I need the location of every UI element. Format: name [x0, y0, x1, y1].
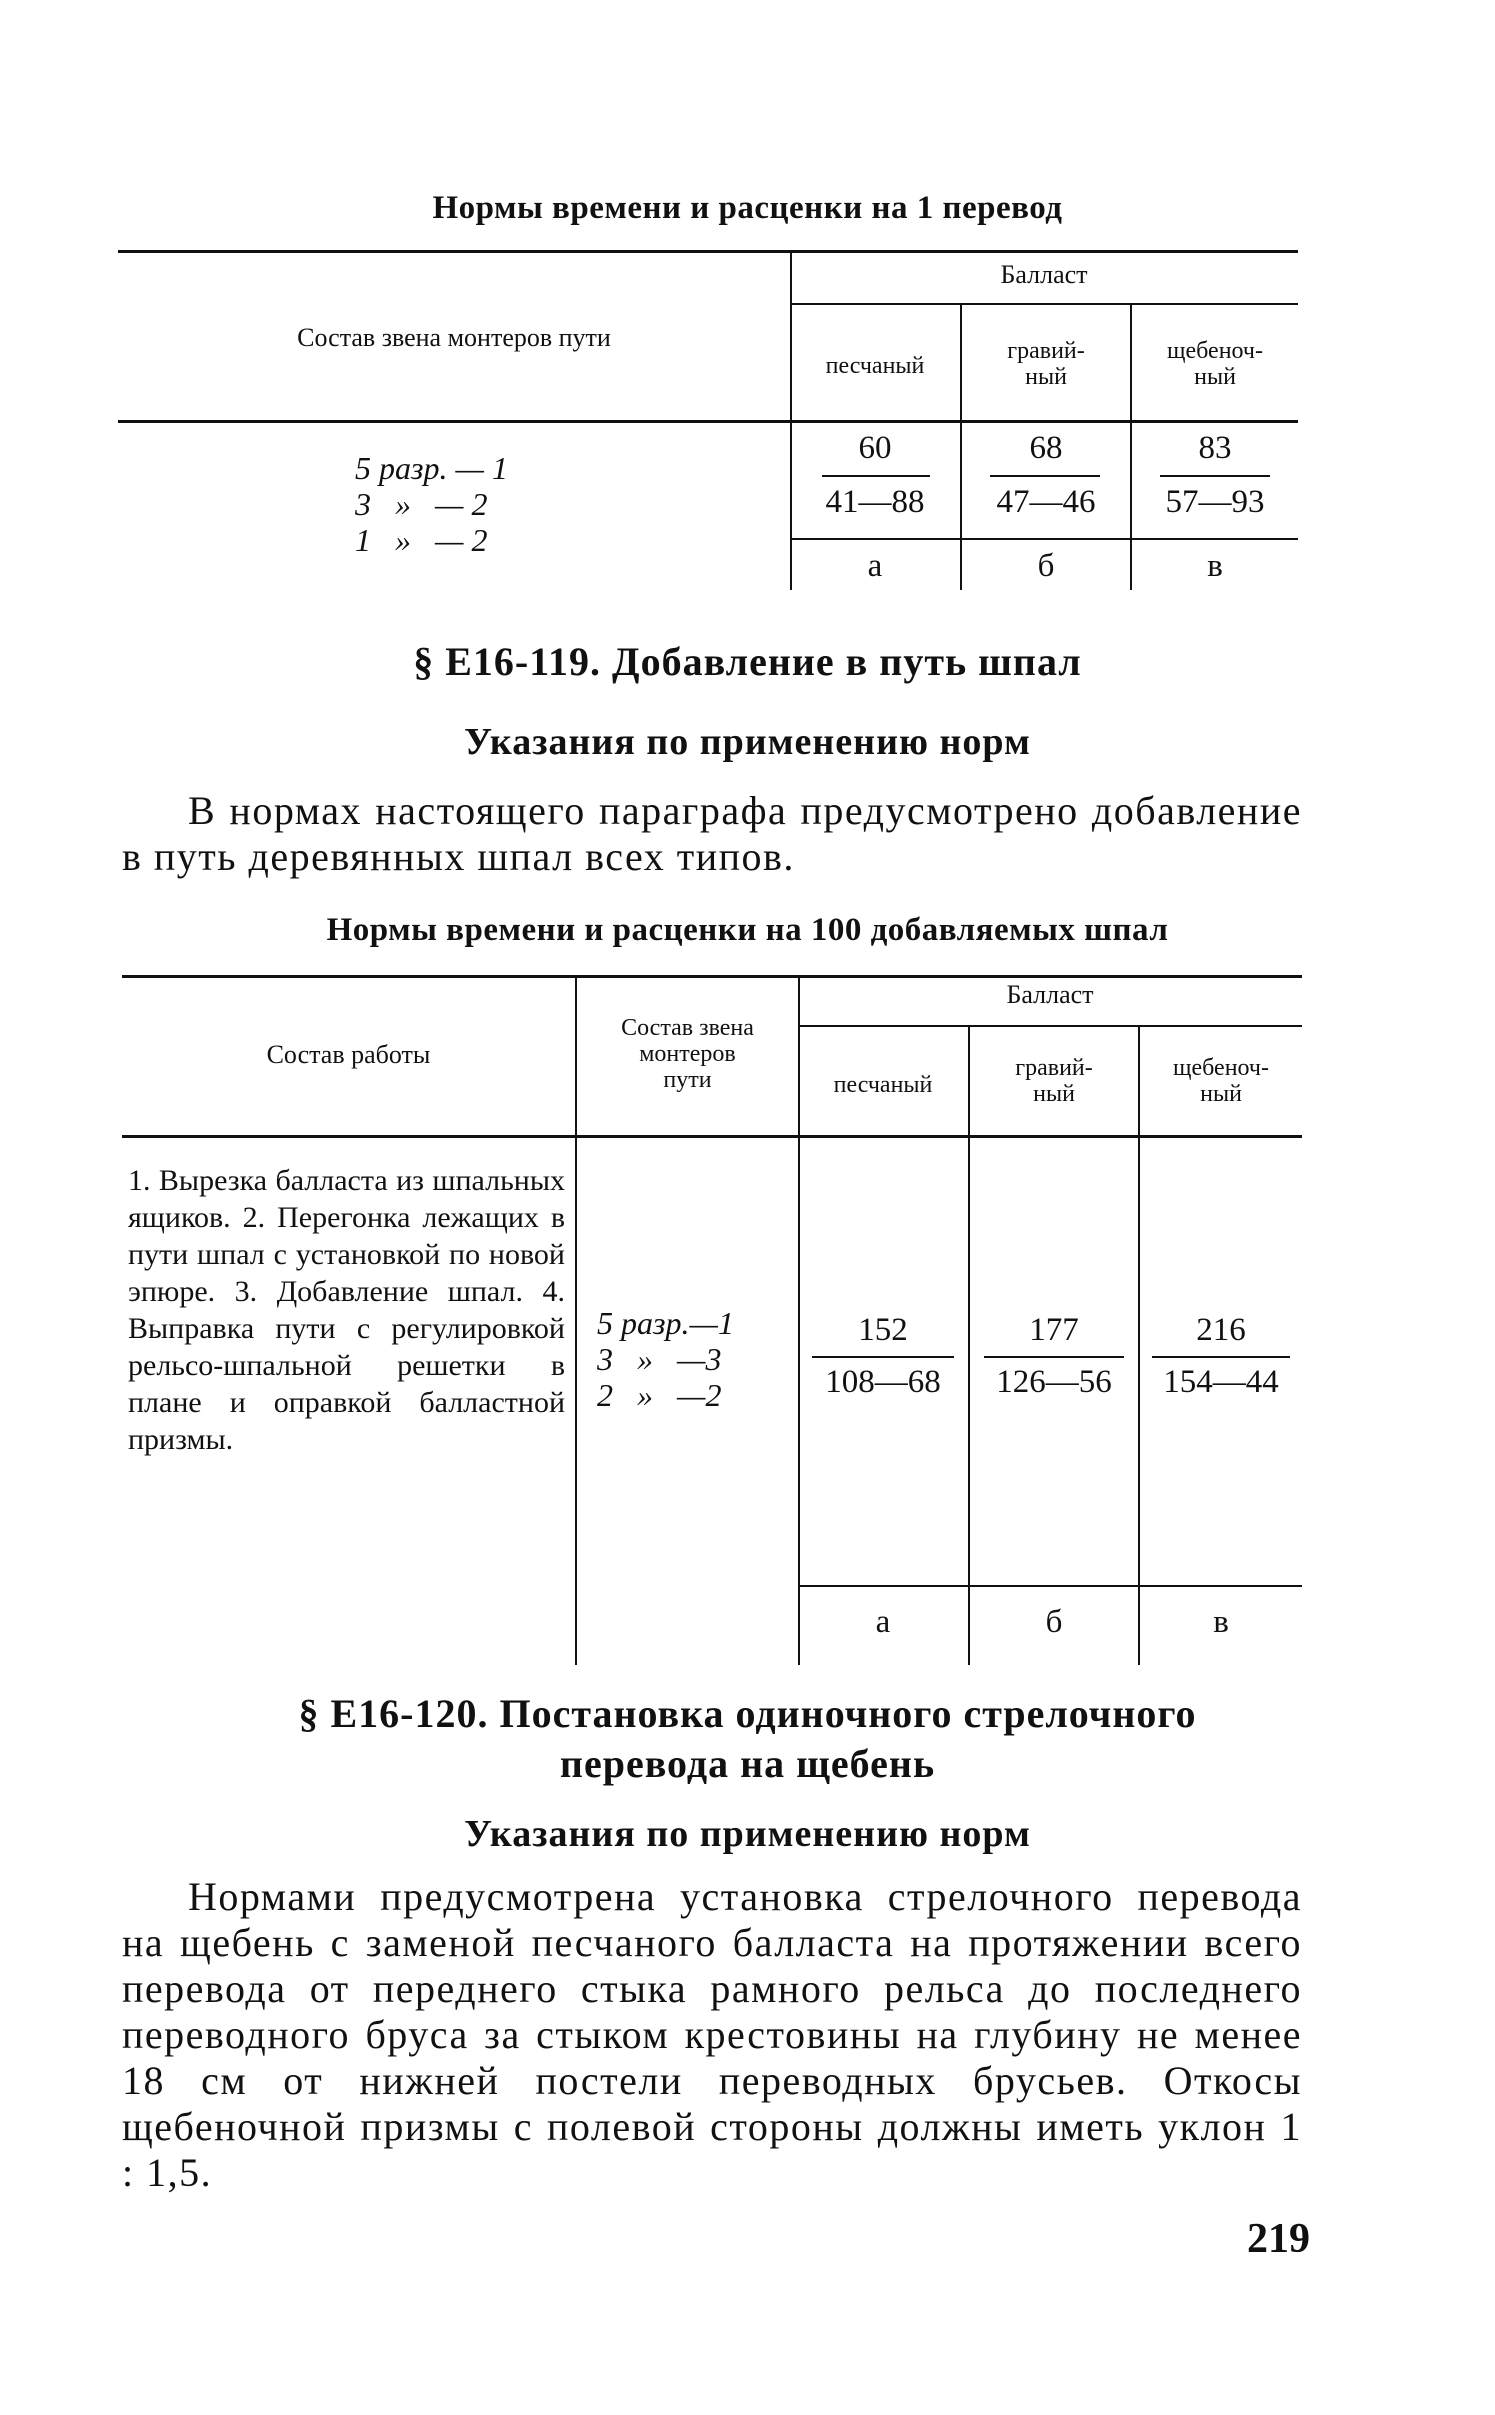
section120-subheading: Указания по применению норм [464, 1813, 1031, 1855]
section120-heading-line2: перевода на щебень [559, 1741, 936, 1786]
table2-top-rule [122, 975, 1302, 978]
table1-rate-sand: 41—88 [825, 484, 925, 520]
table1-col-ballast: Балласт [1000, 260, 1088, 289]
table1-col-crushed: щебеноч- ный [1167, 338, 1263, 390]
table1-caption: Нормы времени и расценки на 1 перевод [432, 190, 1063, 226]
section120-text: Нормами предусмотрена установка стрелочного перевода на щебень с заменой песчаного балласта на протяжении всего перевода от переднего стыка рамного рельса до последнего переводного бруса за стыком крестовины на глубину не менее 18 см от нижней постели переводных брусьев. Откосы щебеночной призмы с полевой стороны должны иметь уклон 1 : 1,5. [122, 1874, 1302, 2195]
table2-caption: Нормы времени и расценки на 100 добавляемых шпал [326, 912, 1169, 948]
table1-letter-a: а [867, 548, 883, 584]
table2-rate-sand: 108—68 [825, 1364, 941, 1400]
table2-letter-rule [798, 1585, 1302, 1587]
table1-norm-crushed: 83 [1198, 430, 1232, 466]
table2-fraction-bar-3 [1152, 1356, 1290, 1358]
table2-norm-crushed: 216 [1196, 1312, 1246, 1348]
section119-heading: § Е16-119. Добавление в путь шпал [413, 639, 1082, 684]
table2-fraction-bar-1 [812, 1356, 954, 1358]
section119-text: В нормах настоящего параграфа предусмотрено добавление в путь деревянных шпал всех типов. [122, 788, 1302, 879]
table1-fraction-bar-1 [822, 475, 930, 477]
table2-col-gravel: гравий- ный [1015, 1055, 1093, 1107]
table2-ballast-rule [798, 1025, 1302, 1027]
table1-header-rule [118, 420, 1298, 423]
table2-col-crushed: щебеноч- ный [1173, 1055, 1269, 1107]
section120-heading-line1: § Е16-120. Постановка одиночного стрелочного [298, 1691, 1197, 1736]
table2-header-rule [122, 1135, 1302, 1138]
table2-fraction-bar-2 [984, 1356, 1124, 1358]
table2-col-ballast: Балласт [1006, 980, 1094, 1009]
table2-norm-sand: 152 [858, 1312, 908, 1348]
table1-col-gravel: гравий- ный [1007, 338, 1085, 390]
table2-rate-crushed: 154—44 [1163, 1364, 1279, 1400]
page-number: 219 [1247, 2216, 1310, 2262]
table2-letter-a: а [875, 1604, 891, 1640]
table2-rate-gravel: 126—56 [996, 1364, 1112, 1400]
table1-col-sand: песчаный [825, 353, 925, 379]
table1-norm-sand: 60 [858, 430, 892, 466]
table1-fraction-bar-3 [1160, 475, 1270, 477]
table1-rate-gravel: 47—46 [996, 484, 1096, 520]
table1-top-rule [118, 250, 1298, 253]
table2-letter-c: в [1213, 1604, 1229, 1640]
table2-work-description: 1. Вырезка балласта из шпальных ящиков. 2. Перегонка лежащих в пути шпал с установкой по новой эпюре. 3. Добавление шпал. 4. Выправка пути с регулировкой рельсо-шпальной решетки в плане и оправкой балластной призмы. [128, 1164, 565, 1456]
table1-col-crew: Состав звена монтеров пути [297, 323, 611, 352]
table1-letter-rule [790, 538, 1298, 540]
table2-col-crew: Состав звена монтеров пути [621, 1015, 754, 1093]
table1-ballast-rule [790, 303, 1298, 305]
table1-letter-b: б [1037, 548, 1055, 584]
table1-crew: 5 разр. — 1 3 » — 2 1 » — 2 [355, 450, 508, 558]
table2-norm-gravel: 177 [1029, 1312, 1079, 1348]
table1-vrule-1 [790, 252, 792, 590]
table2-letter-b: б [1045, 1604, 1063, 1640]
table2-col-sand: песчаный [833, 1072, 933, 1098]
table1-fraction-bar-2 [990, 475, 1100, 477]
section119-subheading: Указания по применению норм [464, 721, 1031, 763]
table2-crew: 5 разр.—1 3 » —3 2 » —2 [597, 1305, 734, 1413]
table1-letter-c: в [1207, 548, 1223, 584]
table1-norm-gravel: 68 [1029, 430, 1063, 466]
table1-rate-crushed: 57—93 [1165, 484, 1265, 520]
table2-col-work: Состав работы [266, 1040, 431, 1069]
